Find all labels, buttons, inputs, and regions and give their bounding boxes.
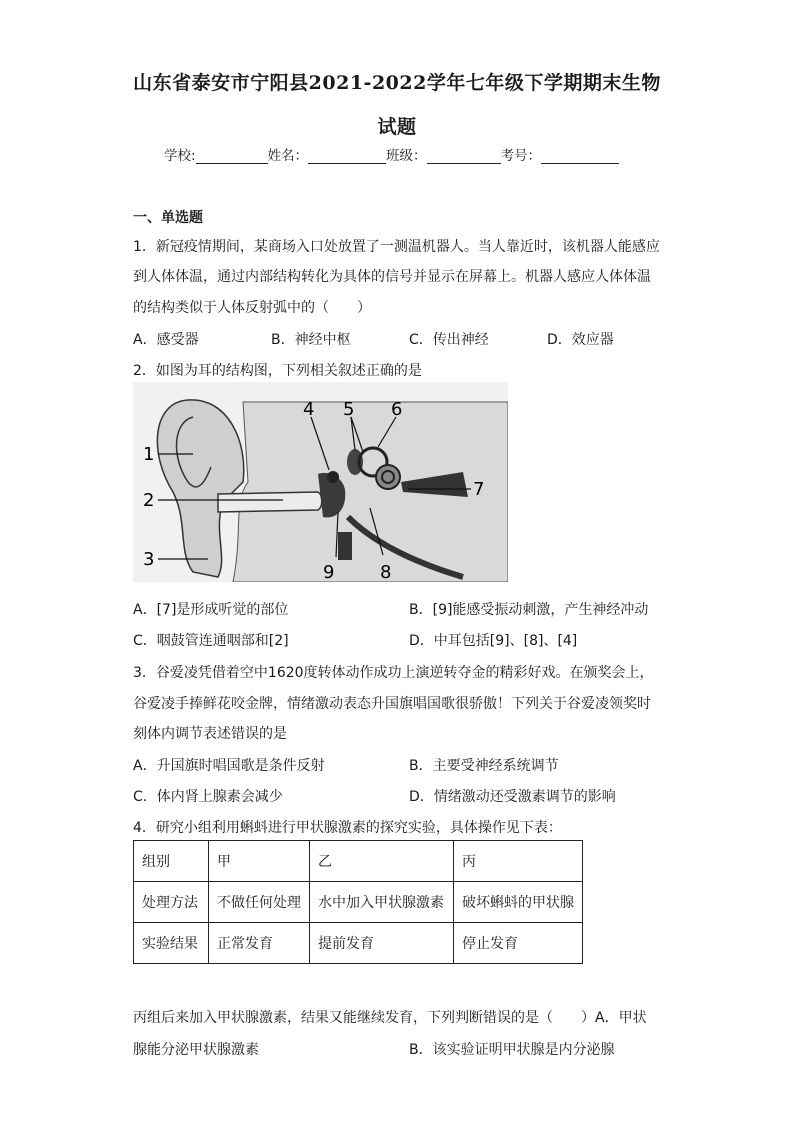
ear-label-9: 9: [323, 562, 335, 582]
question-3-line-2: 谷爱凌手捧鲜花咬金牌，情绪激动表态升国旗唱国歌很骄傲！下列关于谷爱凌领奖时: [133, 696, 651, 712]
student-info: [164, 144, 619, 164]
number-label: 考号：: [500, 148, 542, 164]
table-row: [134, 882, 583, 923]
section-heading: 一、单选题: [133, 210, 203, 226]
table-cell: 水中加入甲状腺激素: [310, 882, 454, 923]
ear-label-7: 7: [473, 479, 485, 500]
ear-structure-diagram: [133, 382, 508, 582]
q3-option-d[interactable]: D．情绪激动还受激素调节的影响: [409, 789, 616, 805]
q2-option-c[interactable]: C．咽鼓管连通咽部和[2]: [133, 633, 289, 649]
q4-option-b[interactable]: B．该实验证明甲状腺是内分泌腺: [409, 1042, 615, 1058]
table-cell: 实验结果: [134, 923, 209, 964]
name-label: 姓名：: [267, 148, 309, 164]
q3-option-b[interactable]: B．主要受神经系统调节: [409, 758, 559, 774]
question-1-line-3: 的结构类似于人体反射弧中的（ ）: [133, 300, 371, 316]
question-4-stem: 4．研究小组利用蝌蚪进行甲状腺激素的探究实验，具体操作见下表：: [133, 820, 562, 836]
experiment-table: [133, 840, 583, 964]
q1-option-c[interactable]: C．传出神经: [409, 332, 489, 348]
number-blank[interactable]: [541, 150, 619, 164]
table-cell: 正常发育: [209, 923, 310, 964]
class-blank[interactable]: [427, 150, 501, 164]
page-title-line2: 试题: [377, 116, 417, 138]
ear-label-1: 1: [143, 444, 155, 465]
table-cell: 处理方法: [134, 882, 209, 923]
q1-option-d[interactable]: D．效应器: [547, 332, 614, 348]
q2-option-d[interactable]: D．中耳包括[9]、[8]、[4]: [409, 633, 578, 649]
question-1-line-2: 到人体体温，通过内部结构转化为具体的信号并显示在屏幕上。机器人感应人体体温: [133, 269, 651, 285]
q3-option-a[interactable]: A．升国旗时唱国歌是条件反射: [133, 758, 325, 774]
table-cell: 停止发育: [454, 923, 583, 964]
question-3-line-1: 3．谷爱凌凭借着空中1620度转体动作成功上演逆转夺金的精彩好戏。在颁奖会上，: [133, 665, 654, 681]
q1-option-a[interactable]: A．感受器: [133, 332, 199, 348]
table-row: [134, 841, 583, 882]
ear-label-5: 5: [343, 399, 355, 420]
table-cell: 提前发育: [310, 923, 454, 964]
q3-option-c[interactable]: C．体内肾上腺素会减少: [133, 789, 283, 805]
table-cell: 丙: [454, 841, 583, 882]
name-blank[interactable]: [308, 150, 386, 164]
question-3-line-3: 刻体内调节表述错误的是: [133, 726, 287, 742]
table-cell: 不做任何处理: [209, 882, 310, 923]
q2-option-b[interactable]: B．[9]能感受振动刺激，产生神经冲动: [409, 602, 649, 618]
school-blank[interactable]: [196, 150, 268, 164]
table-cell: 乙: [310, 841, 454, 882]
ear-label-8: 8: [380, 562, 392, 582]
page-title: 山东省泰安市宁阳县2021-2022学年七年级下学期期末生物: [133, 72, 661, 94]
ear-label-4: 4: [303, 399, 315, 420]
ear-label-2: 2: [143, 490, 155, 511]
school-label: 学校:: [164, 148, 196, 164]
question-1-line-1: 1．新冠疫情期间，某商场入口处放置了一测温机器人。当人靠近时，该机器人能感应: [133, 239, 660, 255]
q2-option-a[interactable]: A．[7]是形成听觉的部位: [133, 602, 289, 618]
question-2-stem: 2．如图为耳的结构图，下列相关叙述正确的是: [133, 363, 422, 379]
table-cell: 破坏蝌蚪的甲状腺: [454, 882, 583, 923]
table-cell: 甲: [209, 841, 310, 882]
table-row: [134, 923, 583, 964]
ear-label-6: 6: [391, 399, 403, 420]
question-4-after-line-2: 腺能分泌甲状腺激素: [133, 1042, 259, 1058]
ear-label-3: 3: [143, 549, 155, 570]
q1-option-b[interactable]: B．神经中枢: [271, 332, 351, 348]
question-4-after-line-1: 丙组后来加入甲状腺激素，结果又能继续发育，下列判断错误的是（ ）A．甲状: [133, 1010, 647, 1026]
class-label: 班级：: [386, 148, 427, 164]
table-cell: 组别: [134, 841, 209, 882]
